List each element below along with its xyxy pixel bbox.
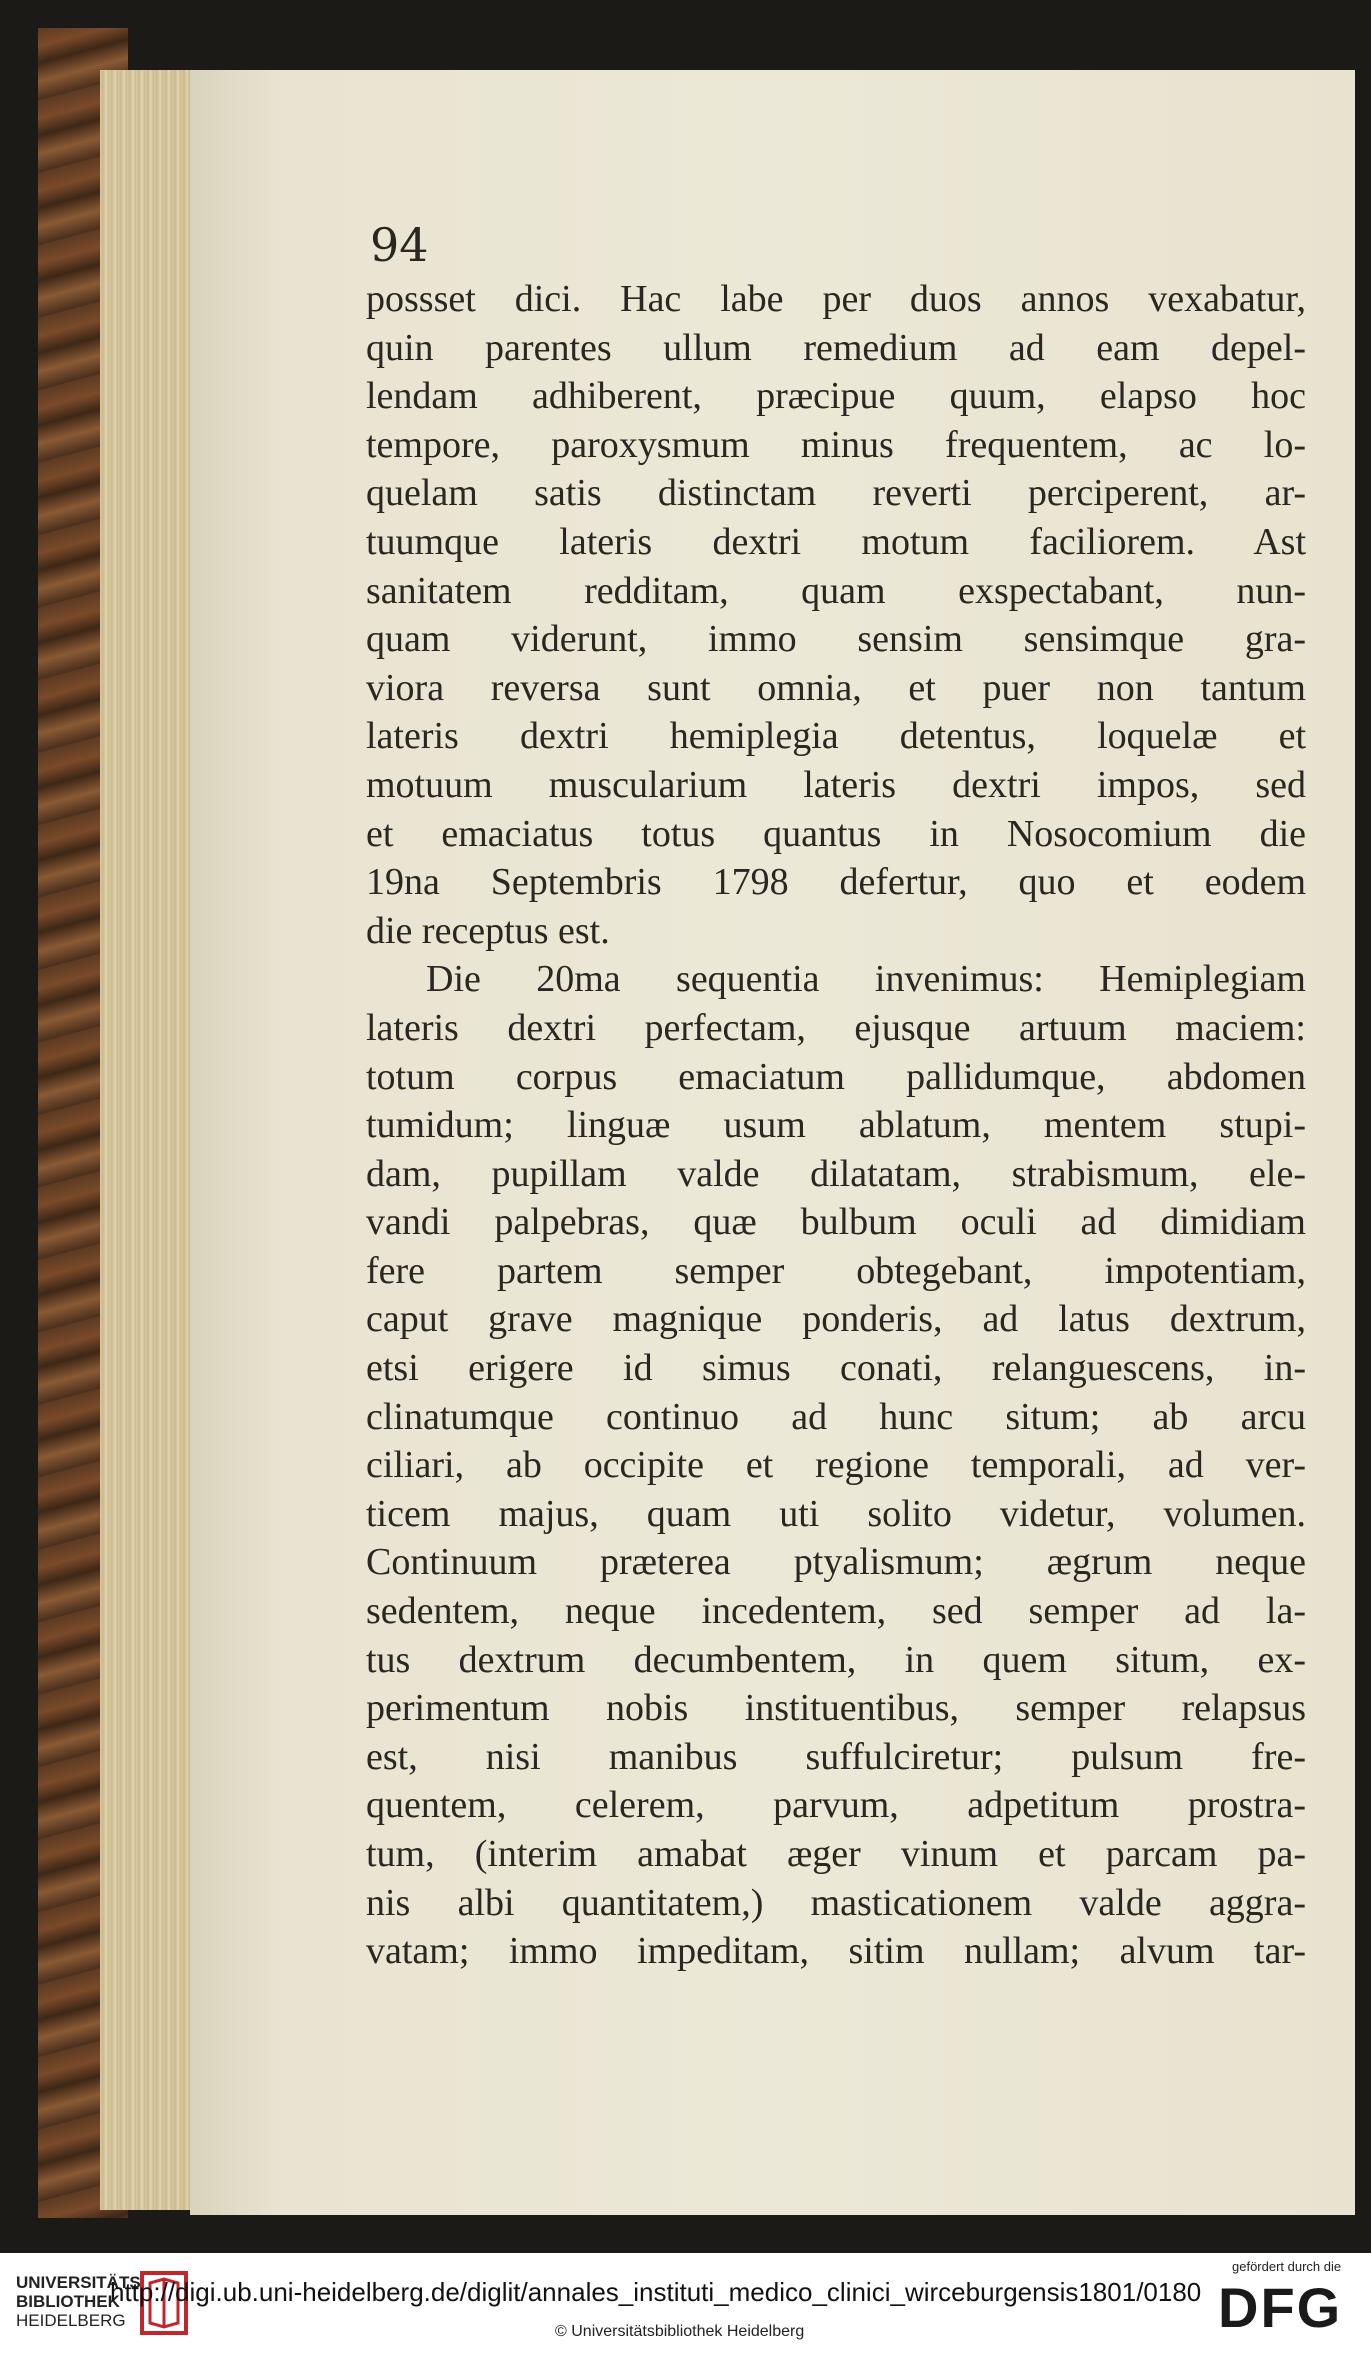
text-line: nis albi quantitatem,) masticationem valde aggra- — [366, 1881, 1306, 1924]
dfg-logo: DFG — [1218, 2276, 1343, 2339]
text-line: quam viderunt, immo sensim sensimque gra- — [366, 618, 1306, 661]
text-line: caput grave magnique ponderis, ad latus dextrum, — [366, 1298, 1306, 1341]
text-line: 19na Septembris 1798 defertur, quo et eodem — [366, 861, 1306, 904]
text-line: lateris dextri perfectam, ejusque artuum maciem: — [366, 1006, 1306, 1049]
page-edges — [100, 70, 195, 2210]
text-line: tempore, paroxysmum minus frequentem, ac lo- — [366, 423, 1306, 466]
text-line: quentem, celerem, parvum, adpetitum prostra- — [366, 1784, 1306, 1827]
text-line: totum corpus emaciatum pallidumque, abdomen — [366, 1055, 1306, 1098]
text-line: perimentum nobis instituentibus, semper relapsus — [366, 1687, 1306, 1730]
text-line: est, nisi manibus suffulciretur; pulsum fre- — [366, 1735, 1306, 1778]
text-line: fere partem semper obtegebant, impotentiam, — [366, 1249, 1306, 1292]
funded-by-label: gefördert durch die — [1232, 2259, 1342, 2274]
text-line: die receptus est. — [366, 909, 610, 952]
permalink-url[interactable]: http://digi.ub.uni-heidelberg.de/diglit/annales_instituti_medico_clinici_wirceburgensis1801/0180 — [110, 2277, 1202, 2307]
text-line: motuum muscularium lateris dextri impos, sed — [366, 763, 1306, 806]
library-name-line2: BIBLIOTHEK — [16, 2292, 120, 2311]
text-line: lateris dextri hemiplegia detentus, loquelæ et — [366, 715, 1306, 758]
text-line: Continuum præterea ptyalismum; ægrum neque — [366, 1541, 1306, 1584]
body-text — [366, 275, 1306, 1976]
text-line: tuumque lateris dextri motum faciliorem. Ast — [366, 520, 1306, 563]
footer — [0, 2253, 1371, 2353]
text-line: ciliari, ab occipite et regione temporali, ad ver- — [366, 1444, 1306, 1487]
library-name-line3: HEIDELBERG — [16, 2311, 126, 2330]
text-line: ticem majus, quam uti solito videtur, volumen. — [366, 1492, 1306, 1535]
text-line: vandi palpebras, quæ bulbum oculi ad dimidiam — [366, 1201, 1306, 1244]
text-line: tus dextrum decumbentem, in quem situm, ex- — [366, 1638, 1306, 1681]
text-line: dam, pupillam valde dilatatam, strabismum, ele- — [366, 1152, 1306, 1195]
text-line: lendam adhiberent, præcipue quum, elapso hoc — [366, 375, 1306, 418]
text-line: sedentem, neque incedentem, sed semper ad la- — [366, 1590, 1306, 1633]
text-line: et emaciatus totus quantus in Nosocomium die — [366, 812, 1306, 855]
text-line: vatam; immo impeditam, sitim nullam; alvum tar- — [366, 1930, 1306, 1973]
text-line: tum, (interim amabat æger vinum et parcam pa- — [366, 1833, 1306, 1875]
text-line: possset dici. Hac labe per duos annos vexabatur, — [366, 278, 1306, 320]
copyright-notice: © Universitätsbibliothek Heidelberg — [555, 2323, 805, 2340]
page-number: 94 — [370, 218, 429, 272]
text-line: quin parentes ullum remedium ad eam depel- — [366, 326, 1306, 369]
text-line: clinatumque continuo ad hunc situm; ab arcu — [366, 1395, 1306, 1438]
text-line: etsi erigere id simus conati, relanguescens, in- — [366, 1347, 1306, 1390]
text-line: quelam satis distinctam reverti perciperent, ar- — [366, 472, 1306, 515]
text-line: tumidum; linguæ usum ablatum, mentem stupi- — [366, 1104, 1306, 1147]
text-line: viora reversa sunt omnia, et puer non tantum — [366, 666, 1306, 709]
text-line: sanitatem redditam, quam exspectabant, nun- — [366, 569, 1306, 612]
library-name-line1: UNIVERSITÄTS — [16, 2273, 141, 2292]
text-line: Die 20ma sequentia invenimus: Hemiplegiam — [426, 958, 1306, 1001]
